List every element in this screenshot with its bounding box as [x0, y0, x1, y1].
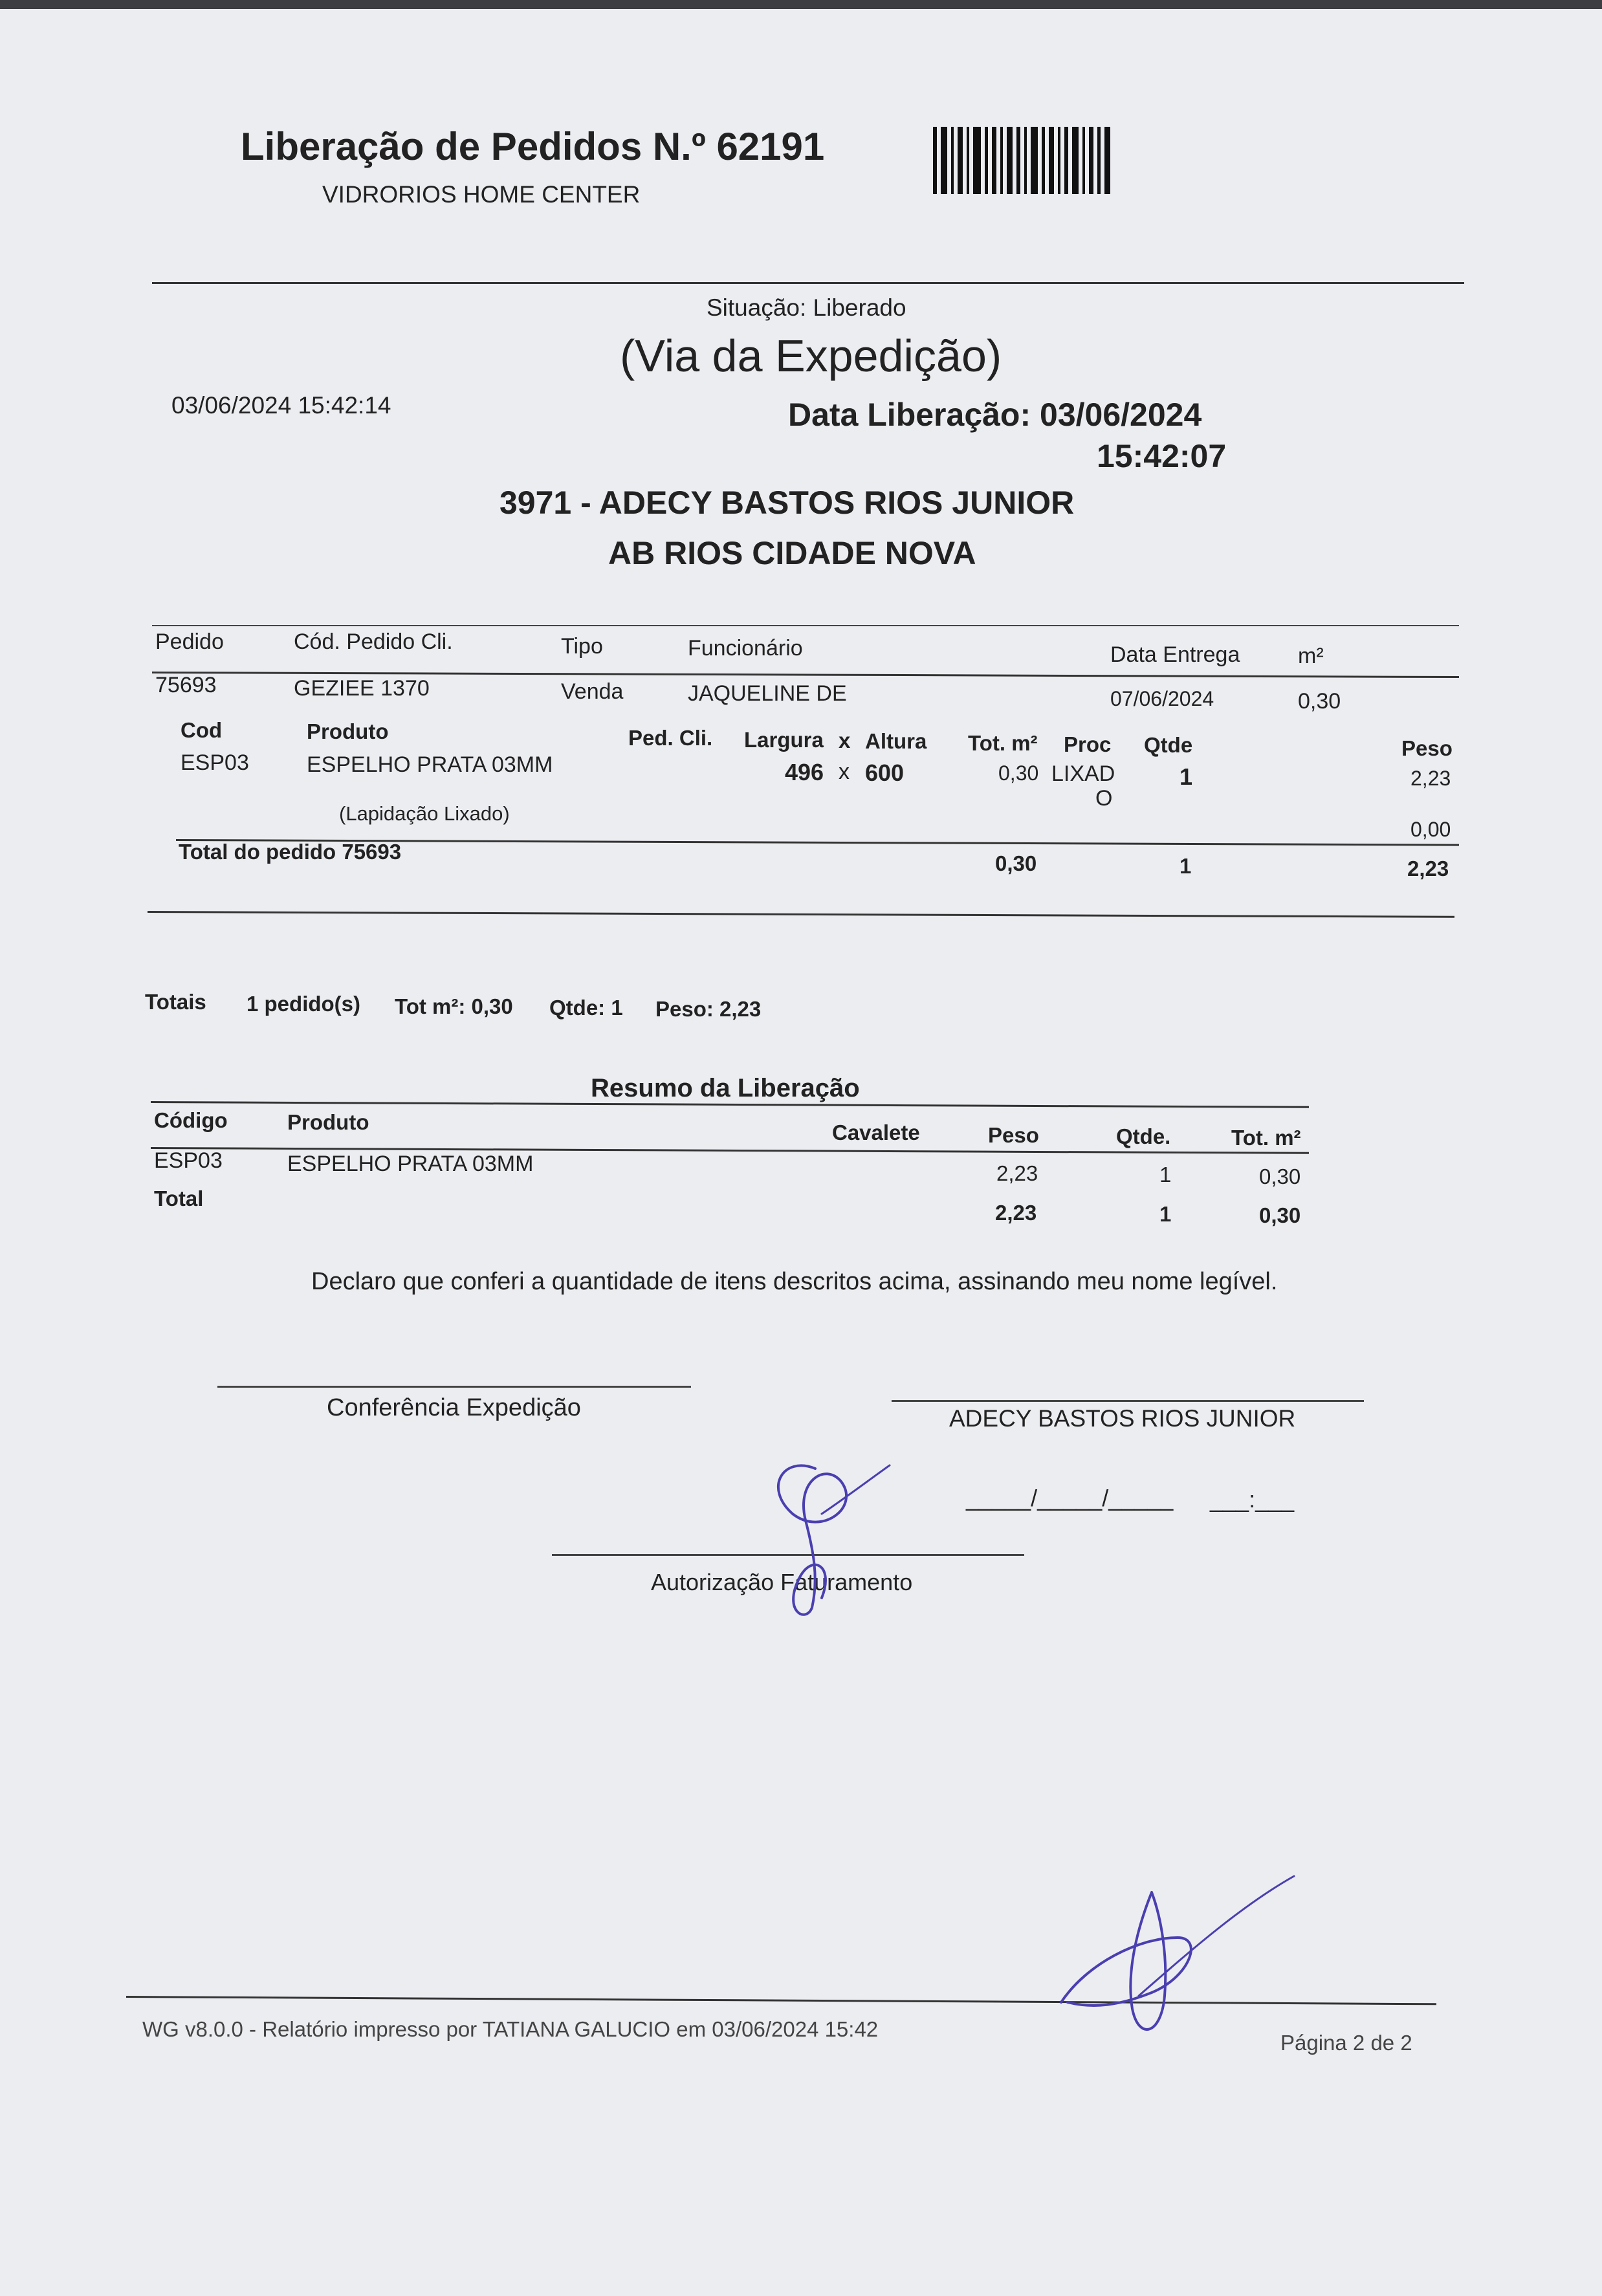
resumo-col-codigo: Código	[154, 1108, 228, 1132]
autorizacao-label: Autorização Faturamento	[651, 1569, 913, 1595]
item-largura: 496	[785, 759, 824, 785]
order-tipo: Venda	[561, 679, 624, 704]
resumo-total-peso: 2,23	[995, 1201, 1037, 1225]
barcode-bar	[1089, 127, 1093, 194]
barcode-bar	[992, 127, 996, 194]
order-data-entrega: 07/06/2024	[1110, 687, 1214, 710]
client-name: 3971 - ADECY BASTOS RIOS JUNIOR	[499, 485, 1075, 521]
resumo-col-produto: Produto	[287, 1110, 369, 1134]
item-x: x	[839, 760, 850, 784]
item-col-tot-m2: Tot. m²	[968, 731, 1038, 755]
order-pedido: 75693	[155, 673, 217, 697]
resumo-produto: ESPELHO PRATA 03MM	[287, 1152, 534, 1176]
time-blanks: ___:___	[1210, 1486, 1295, 1513]
barcode-bar	[1049, 127, 1054, 194]
totais-qtde: Qtde: 1	[549, 996, 623, 1020]
handwritten-signature-footer	[1048, 1866, 1307, 2054]
barcode-bar	[951, 127, 954, 194]
order-m2: 0,30	[1298, 689, 1341, 714]
item-tot-m2: 0,30	[998, 761, 1039, 785]
order-total-peso: 2,23	[1407, 857, 1449, 880]
barcode-bar	[1058, 127, 1060, 194]
order-section-end-line	[148, 911, 1454, 918]
barcode-bar	[933, 127, 937, 194]
conferencia-label: Conferência Expedição	[327, 1394, 581, 1421]
client-store: AB RIOS CIDADE NOVA	[608, 535, 976, 571]
barcode	[933, 127, 1163, 194]
totais-peso: Peso: 2,23	[655, 997, 762, 1021]
barcode-bar	[967, 127, 969, 194]
resumo-title: Resumo da Liberação	[591, 1074, 860, 1102]
barcode-bar	[1064, 127, 1068, 194]
data-liberacao: Data Liberação: 03/06/2024	[788, 397, 1202, 433]
header-divider	[152, 282, 1464, 284]
order-table-top-line	[152, 625, 1459, 626]
resumo-col-peso: Peso	[988, 1123, 1039, 1147]
item-col-proc: Proc	[1064, 732, 1112, 756]
item-proc-cont: O	[1095, 786, 1113, 811]
item-altura: 600	[865, 760, 905, 786]
item-col-largura: Largura	[744, 728, 824, 752]
barcode-bar	[1007, 127, 1013, 194]
col-cod-pedido-cli: Cód. Pedido Cli.	[294, 629, 453, 654]
barcode-bar	[1104, 127, 1110, 194]
situacao-label: Situação: Liberado	[707, 294, 906, 321]
item-sub-desc: (Lapidação Lixado)	[339, 802, 510, 825]
cliente-name-label: ADECY BASTOS RIOS JUNIOR	[949, 1405, 1296, 1432]
col-funcionario: Funcionário	[688, 636, 803, 661]
totais-tot-m2: Tot m²: 0,30	[395, 994, 513, 1018]
totais-pedidos: 1 pedido(s)	[247, 992, 361, 1016]
date-blanks: _____/_____/_____	[966, 1485, 1174, 1511]
barcode-bar	[1097, 127, 1101, 194]
footer-printed-by: WG v8.0.0 - Relatório impresso por TATIANA GALUCIO em 03/06/2024 15:42	[142, 2017, 879, 2041]
resumo-codigo: ESP03	[154, 1148, 223, 1173]
col-data-entrega: Data Entrega	[1110, 642, 1240, 667]
resumo-col-tot-m2: Tot. m²	[1231, 1126, 1301, 1150]
item-col-cod: Cod	[181, 718, 223, 742]
col-tipo: Tipo	[561, 634, 603, 659]
item-cod: ESP03	[181, 750, 249, 775]
barcode-bar	[1031, 127, 1038, 194]
handwritten-signature-autorizacao	[744, 1449, 906, 1624]
item-col-qtde: Qtde	[1144, 733, 1193, 757]
resumo-qtde: 1	[1159, 1163, 1172, 1186]
conferencia-signature-line	[217, 1386, 691, 1388]
order-funcionario: JAQUELINE DE	[688, 681, 847, 706]
document-title: Liberação de Pedidos N.º 62191	[241, 125, 825, 168]
item-sub-peso: 0,00	[1410, 818, 1451, 841]
item-produto: ESPELHO PRATA 03MM	[307, 752, 553, 777]
resumo-total-label: Total	[154, 1186, 204, 1210]
order-total-label: Total do pedido 75693	[179, 840, 402, 864]
cliente-signature-line	[892, 1400, 1364, 1402]
item-col-produto: Produto	[307, 719, 389, 743]
item-col-x: x	[839, 728, 851, 752]
barcode-bar	[973, 127, 981, 194]
order-total-qtde: 1	[1180, 854, 1192, 878]
resumo-peso: 2,23	[996, 1161, 1038, 1185]
barcode-bar	[1016, 127, 1020, 194]
barcode-bar	[941, 127, 947, 194]
order-cod-pedido-cli: GEZIEE 1370	[294, 676, 430, 701]
col-m2: m²	[1298, 644, 1324, 668]
via-label: (Via da Expedição)	[620, 331, 1002, 381]
col-pedido: Pedido	[155, 629, 224, 654]
barcode-bar	[958, 127, 963, 194]
order-total-m2: 0,30	[995, 851, 1037, 875]
item-peso: 2,23	[1410, 767, 1451, 790]
item-col-altura: Altura	[865, 729, 927, 753]
barcode-bar	[985, 127, 988, 194]
resumo-col-cavalete: Cavalete	[832, 1121, 920, 1144]
item-col-peso: Peso	[1401, 736, 1453, 760]
resumo-col-qtde: Qtde.	[1116, 1124, 1171, 1148]
resumo-total-tot-m2: 0,30	[1259, 1203, 1301, 1227]
barcode-bar	[1082, 127, 1085, 194]
barcode-bar	[1000, 127, 1003, 194]
barcode-bar	[1042, 127, 1045, 194]
footer-page-number: Página 2 de 2	[1280, 2031, 1412, 2055]
printed-timestamp: 03/06/2024 15:42:14	[171, 392, 391, 419]
company-name: VIDRORIOS HOME CENTER	[322, 181, 641, 208]
item-proc: LIXAD	[1051, 761, 1115, 786]
resumo-tot-m2: 0,30	[1259, 1164, 1301, 1188]
resumo-total-qtde: 1	[1159, 1202, 1172, 1226]
barcode-bar	[1072, 127, 1079, 194]
item-qtde: 1	[1180, 763, 1193, 790]
declaration-text: Declaro que conferi a quantidade de itens descritos acima, assinando meu nome legível.	[311, 1268, 1278, 1295]
barcode-bar	[1024, 127, 1027, 194]
totais-label: Totais	[145, 990, 206, 1014]
data-liberacao-time: 15:42:07	[1097, 438, 1227, 474]
item-col-ped-cli: Ped. Cli.	[628, 726, 713, 750]
